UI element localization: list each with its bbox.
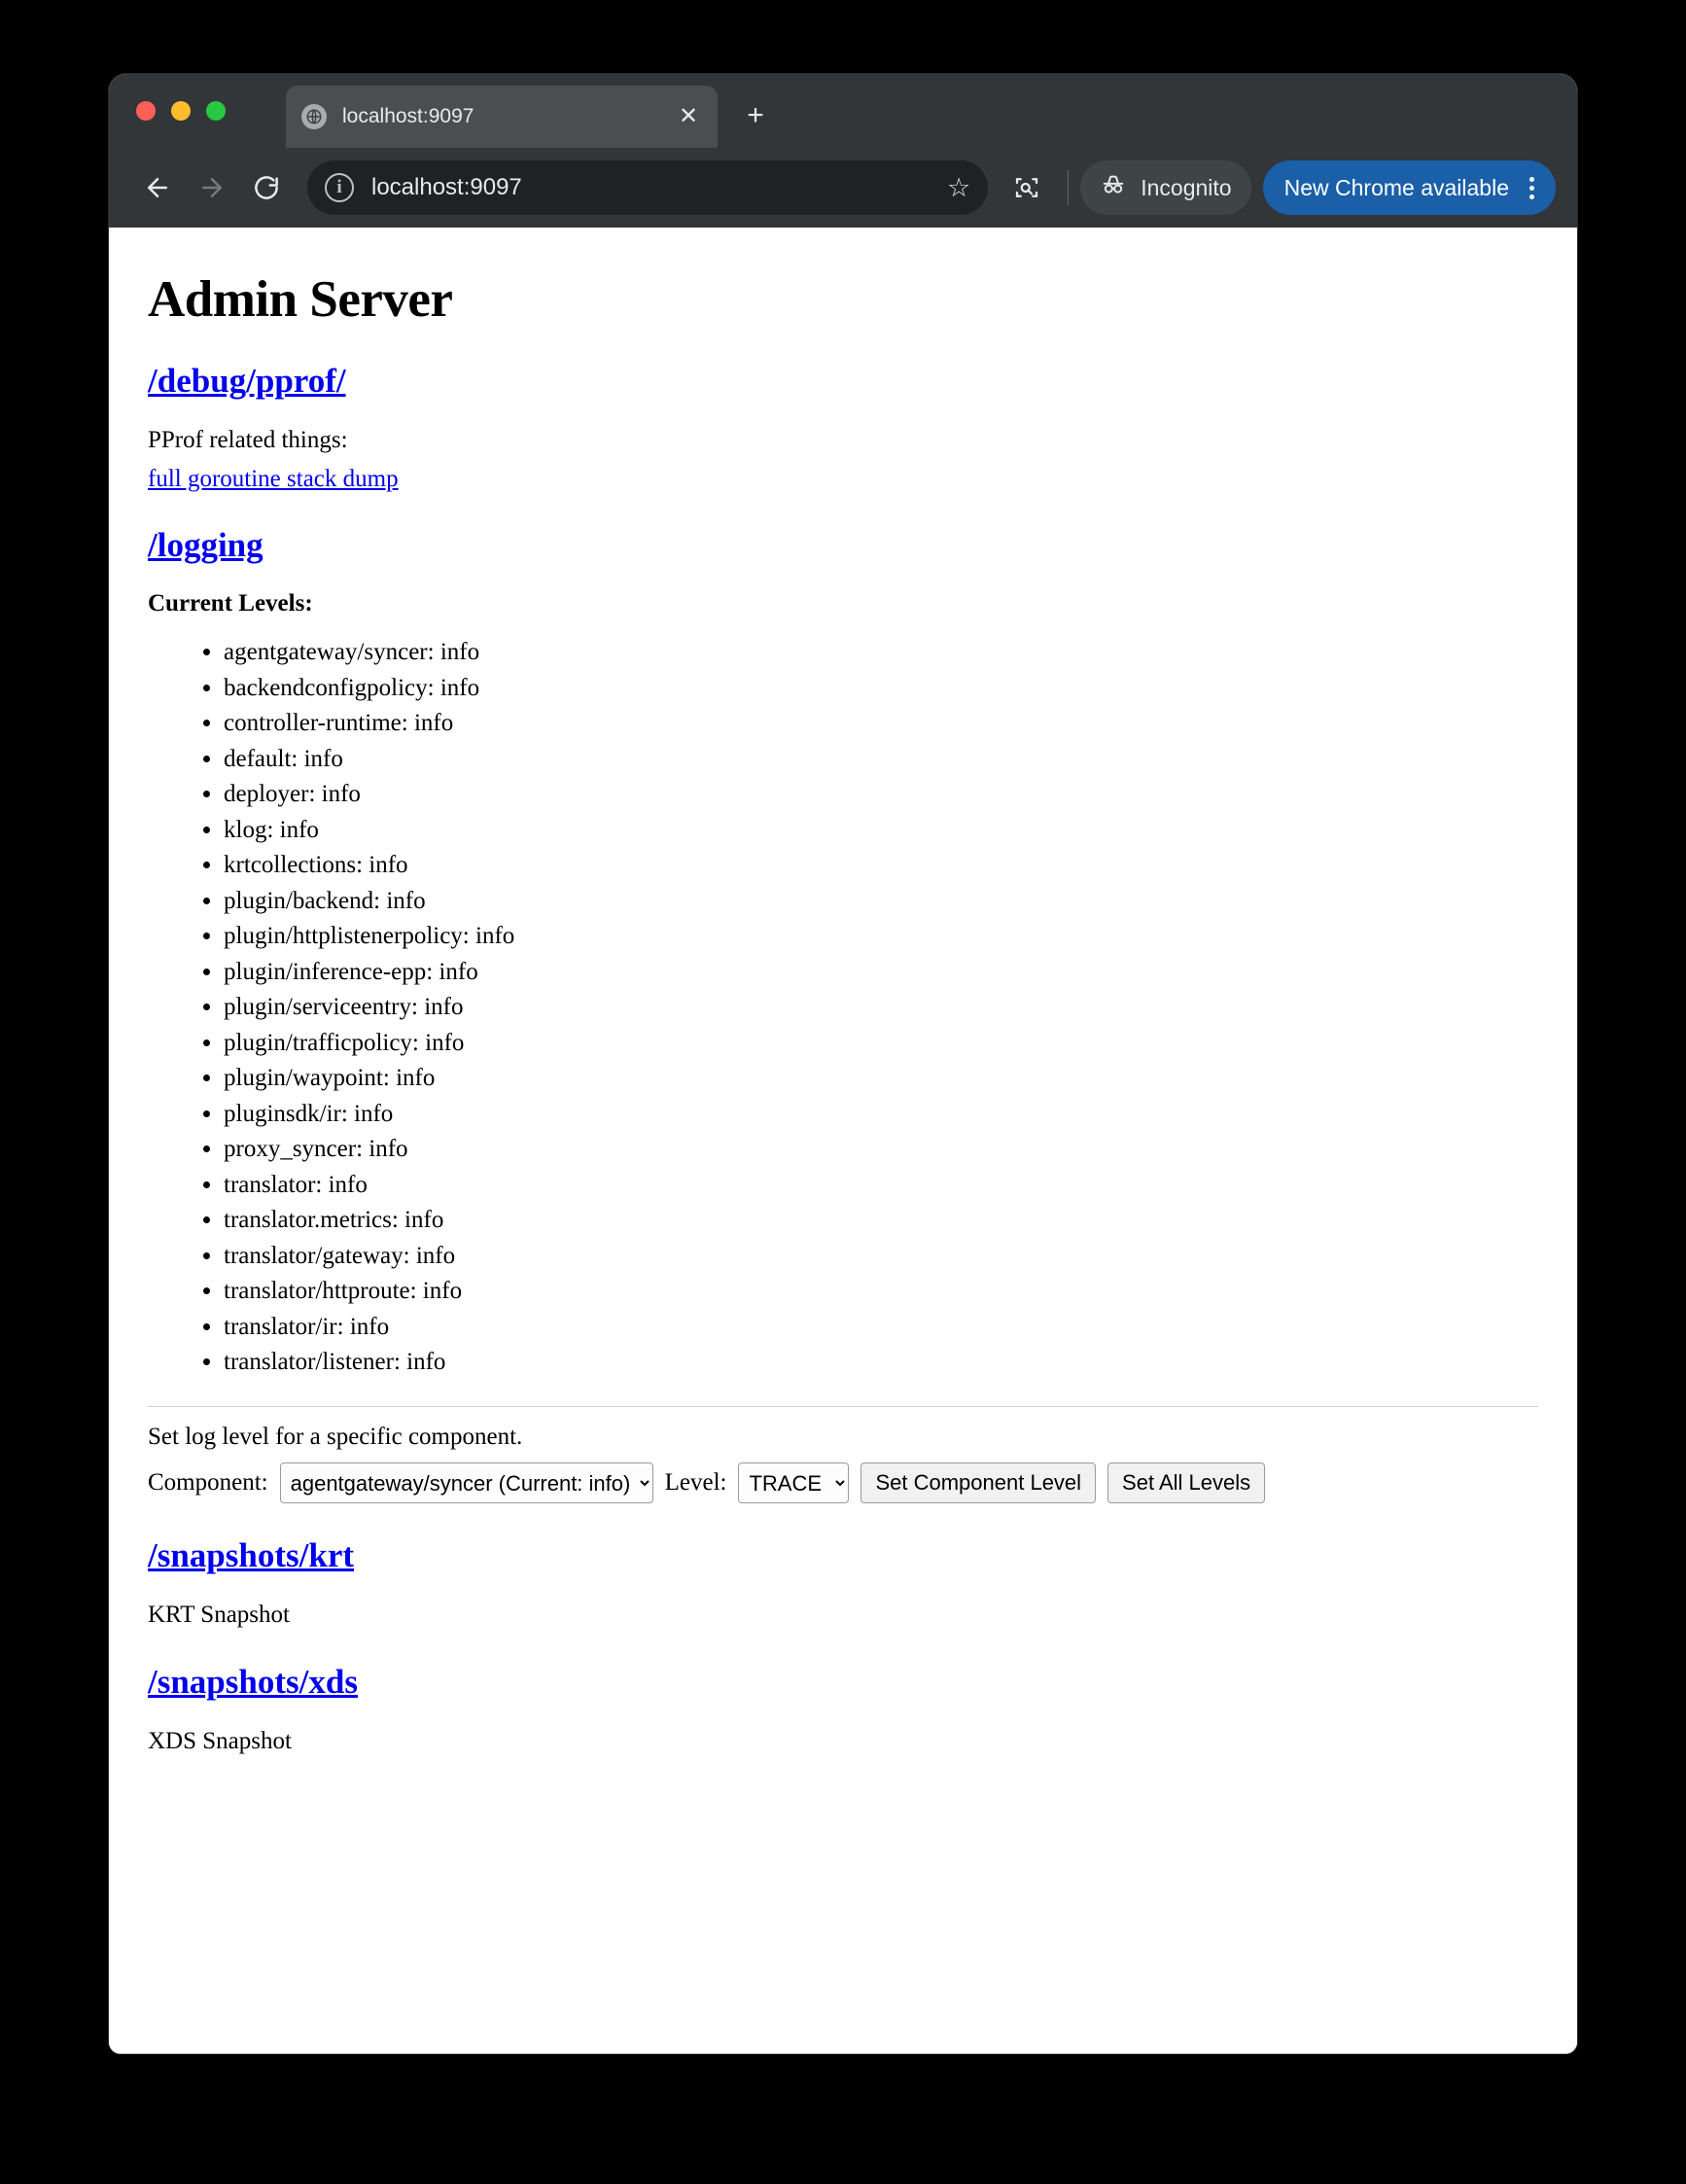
list-item: • translator.metrics: info [224,1203,1538,1239]
component-select[interactable] [280,1462,653,1503]
list-item: • klog: info [224,813,1538,849]
browser-tab[interactable] [286,86,718,148]
pprof-link-row [148,465,1538,494]
page-content [109,228,1577,1755]
current-levels-list [148,635,1538,1381]
page-viewport [109,228,1577,2054]
toolbar-divider [1068,170,1069,205]
set-all-levels-button[interactable]: Set All Levels [1107,1462,1265,1503]
divider [148,1406,1538,1407]
reload-icon[interactable] [239,160,294,215]
close-window-button[interactable] [136,101,156,121]
window-controls [136,101,226,121]
new-chrome-available-button[interactable] [1263,160,1556,215]
list-item: • backendconfigpolicy: info [224,671,1538,707]
list-item: • agentgateway/syncer: info [224,635,1538,671]
krt-description: KRT Snapshot [148,1602,290,1628]
list-item: • translator/gateway: info [224,1239,1538,1275]
list-item: • plugin/waypoint: info [224,1061,1538,1097]
list-item: • plugin/httplistenerpolicy: info [224,919,1538,955]
level-select[interactable] [738,1462,849,1503]
list-item: • plugin/trafficpolicy: info [224,1026,1538,1062]
goroutine-stack-dump-link[interactable]: full goroutine stack dump [148,465,399,492]
back-icon[interactable] [130,160,185,215]
krt-snapshot-link[interactable]: /snapshots/krt [148,1536,355,1574]
form-instruction: Set log level for a specific component. [148,1423,523,1450]
component-label: Component: [148,1469,268,1496]
forward-icon [185,160,239,215]
level-label: Level: [664,1469,727,1496]
xds-description: XDS Snapshot [148,1727,292,1754]
logging-link[interactable]: /logging [148,526,263,564]
section-heading-logging [148,526,1538,565]
list-item: • plugin/inference-epp: info [224,955,1538,991]
section-heading-xds [148,1663,1538,1702]
browser-window [109,74,1577,2054]
pprof-link[interactable]: /debug/pprof/ [148,362,346,400]
incognito-hat-icon [1100,171,1127,204]
section-heading-krt [148,1536,1538,1575]
list-item: • translator/listener: info [224,1345,1538,1381]
section-heading-pprof [148,362,1538,401]
new-tab-button[interactable]: + [747,99,764,131]
minimize-window-button[interactable] [171,101,191,121]
kebab-menu-icon[interactable] [1519,177,1544,199]
log-level-form [148,1462,1538,1503]
address-bar-text: localhost:9097 [371,174,522,200]
xds-snapshot-link[interactable]: /snapshots/xds [148,1662,358,1701]
bookmark-star-icon[interactable]: ☆ [947,172,971,202]
incognito-indicator[interactable] [1080,160,1250,215]
list-item: • translator/httproute: info [224,1274,1538,1310]
list-item: • pluginsdk/ir: info [224,1097,1538,1133]
list-item: • deployer: info [224,777,1538,813]
maximize-window-button[interactable] [206,101,226,121]
list-item: • controller-runtime: info [224,706,1538,742]
pprof-description: PProf related things: [148,427,348,453]
list-item: • plugin/backend: info [224,884,1538,920]
tab-title: localhost:9097 [342,105,474,127]
list-item: • plugin/serviceentry: info [224,990,1538,1026]
site-info-icon[interactable]: i [325,173,354,202]
set-component-level-button[interactable]: Set Component Level [861,1462,1096,1503]
browser-tab-strip [109,74,1577,148]
list-item: • translator: info [224,1168,1538,1204]
page-title: Admin Server [148,271,453,328]
address-bar[interactable] [307,160,988,215]
list-item: • default: info [224,742,1538,778]
globe-icon [301,104,327,129]
share-screenshot-icon[interactable] [998,160,1056,215]
list-item: • proxy_syncer: info [224,1132,1538,1168]
new-chrome-label: New Chrome available [1283,174,1509,200]
current-levels-title: Current Levels: [148,590,313,616]
browser-toolbar [109,148,1577,228]
close-icon[interactable]: ✕ [678,103,699,129]
list-item: • translator/ir: info [224,1310,1538,1346]
list-item: • krtcollections: info [224,848,1538,884]
incognito-label: Incognito [1141,174,1232,200]
